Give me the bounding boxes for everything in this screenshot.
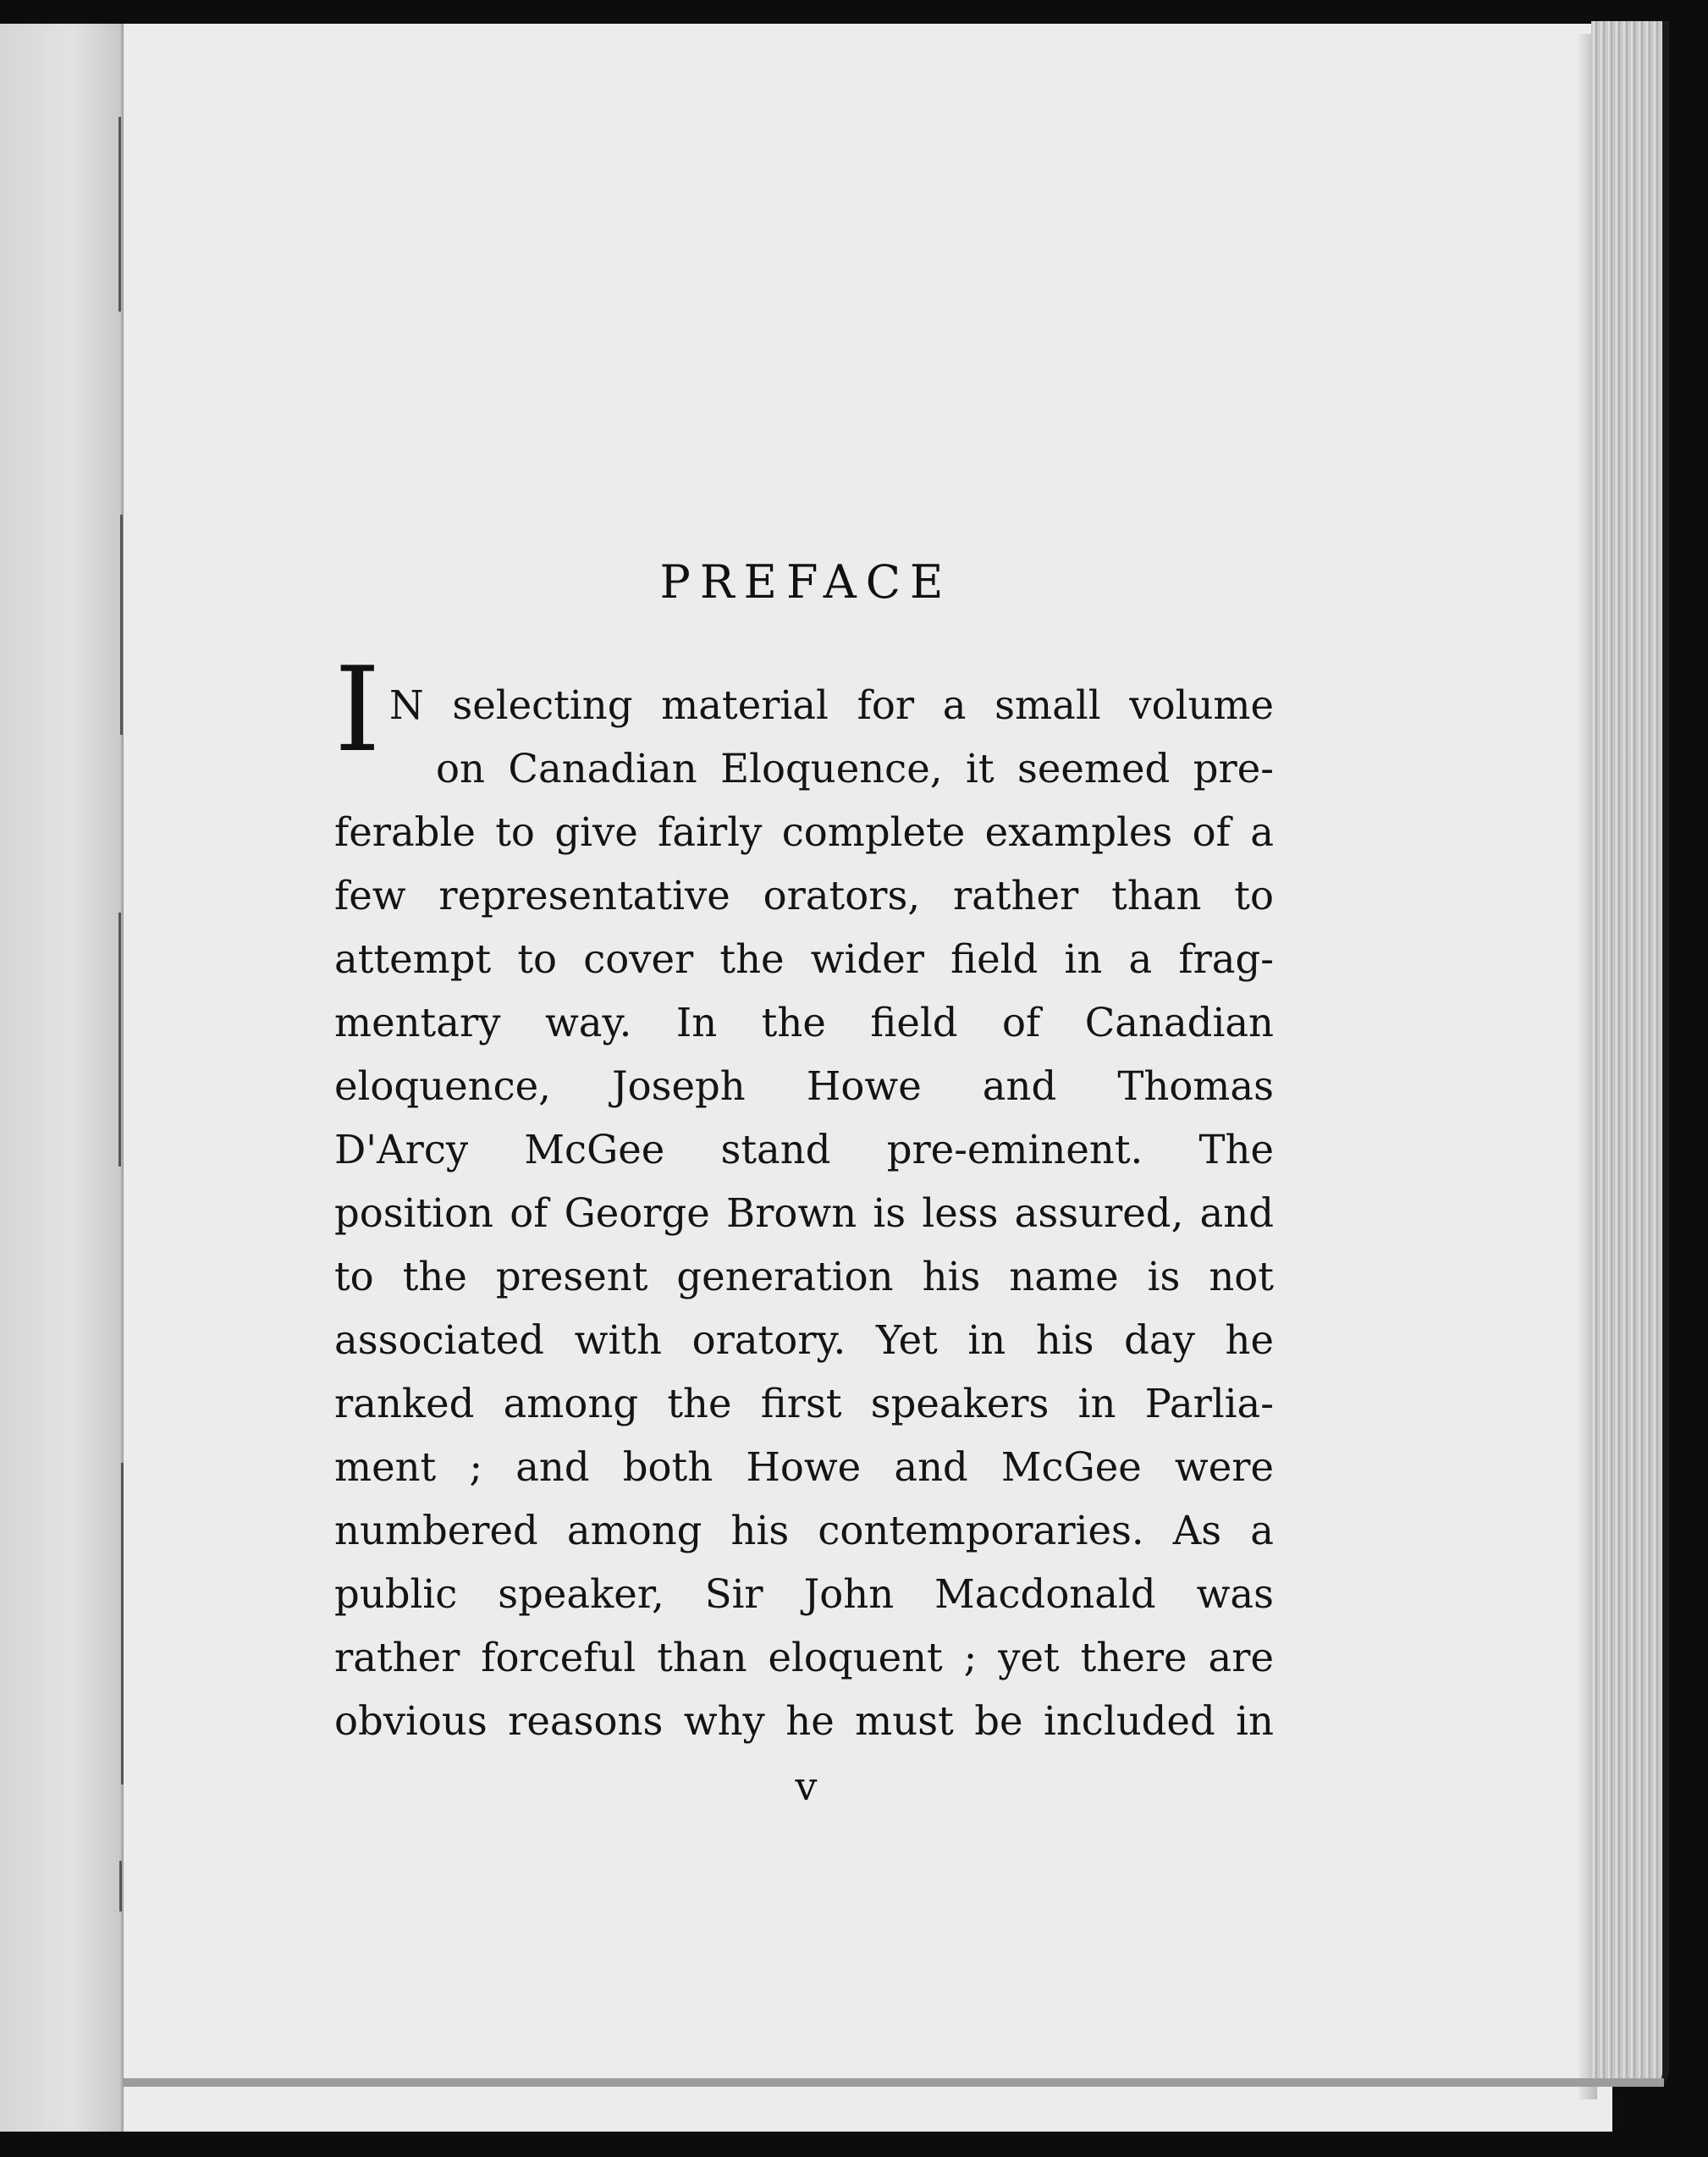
gutter-mark <box>118 117 121 312</box>
text-line: obvious reasons why he must be included in <box>334 1698 1274 1744</box>
scanned-page <box>0 24 1612 2132</box>
text-line: ment ; and both Howe and McGee were <box>334 1444 1274 1490</box>
text-line: numbered among his contemporaries. As a <box>334 1508 1274 1553</box>
book-edge <box>1591 21 1669 2087</box>
page-heading: PREFACE <box>659 555 953 609</box>
text-line: eloquence, Joseph Howe and Thomas <box>334 1063 1274 1109</box>
body-text <box>334 674 1274 1753</box>
text-line: position of George Brown is less assured, and <box>334 1190 1274 1236</box>
text-line: N selecting material for a small volume <box>389 682 1274 728</box>
text-line: ferable to give fairly complete examples of a <box>334 809 1274 855</box>
text-line: rather forceful than eloquent ; yet there are <box>334 1635 1274 1680</box>
text-line: few representative orators, rather than to <box>334 873 1274 919</box>
gutter-mark <box>120 515 123 735</box>
text-line: on Canadian Eloquence, it seemed pre- <box>436 746 1274 792</box>
gutter-mark <box>119 1861 122 1912</box>
drop-cap: I <box>334 642 381 778</box>
page-gutter <box>0 24 124 2132</box>
text-line: associated with oratory. Yet in his day he <box>334 1317 1274 1363</box>
page-bottom-edge <box>124 2078 1664 2087</box>
gutter-mark <box>118 913 121 1167</box>
page-number: v <box>795 1763 818 1809</box>
text-line: mentary way. In the field of Canadian <box>334 1000 1274 1045</box>
text-line: ranked among the first speakers in Parlia- <box>334 1381 1274 1426</box>
text-line: to the present generation his name is not <box>334 1254 1274 1299</box>
text-line: attempt to cover the wider field in a frag- <box>334 936 1274 982</box>
text-line: public speaker, Sir John Macdonald was <box>334 1571 1274 1617</box>
text-line: D'Arcy McGee stand pre-eminent. The <box>334 1127 1274 1172</box>
gutter-mark <box>121 1463 124 1785</box>
